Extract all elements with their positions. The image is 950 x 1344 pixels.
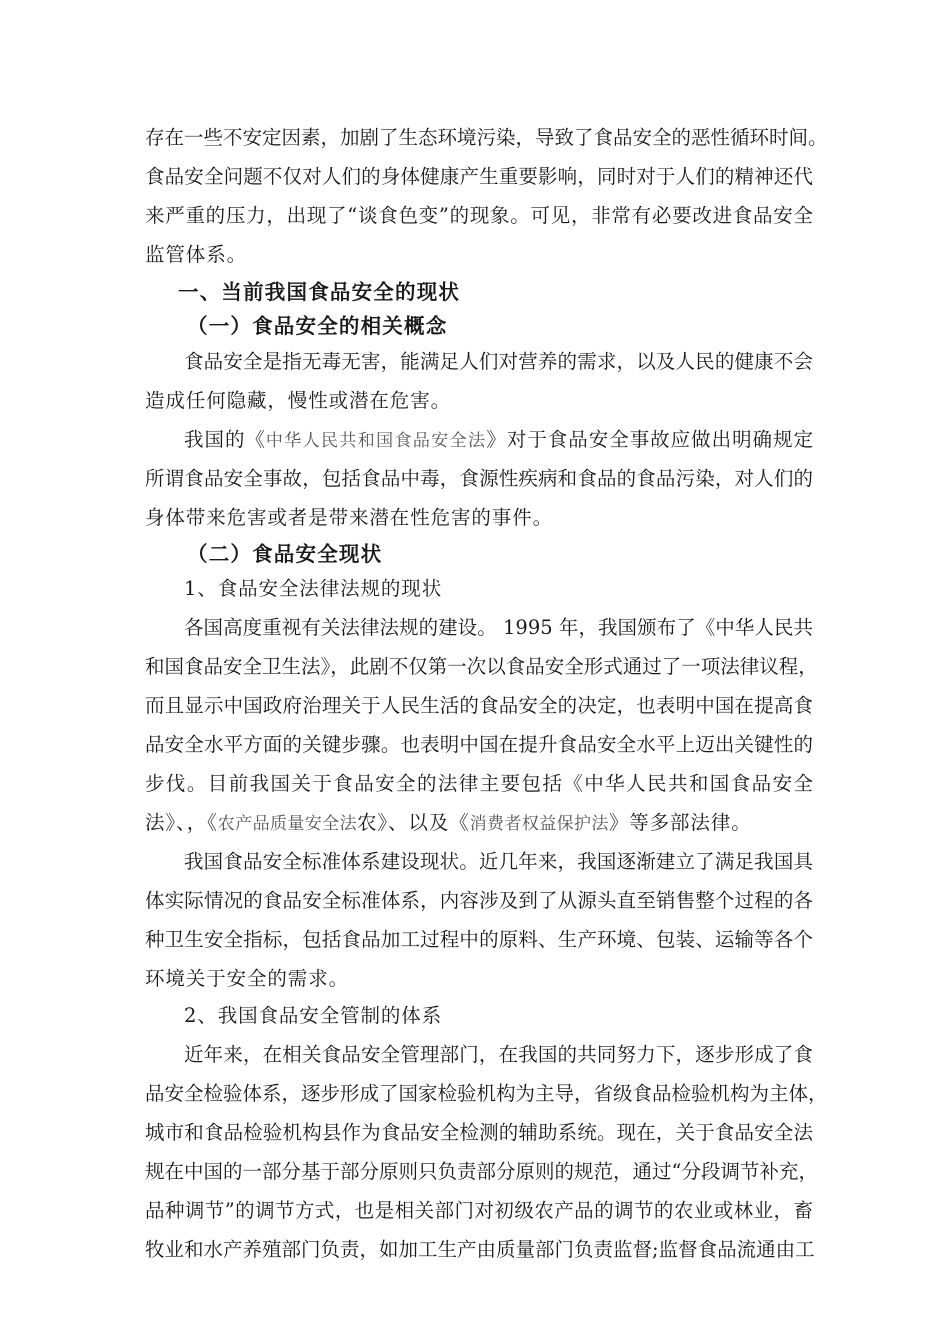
paragraph-line: 我国食品安全标准体系建设现状。近几年来，我国逐渐建立了满足我国具 [184, 850, 813, 873]
paragraph-line: 体实际情况的食品安全标准体系，内容涉及到了从源头直至销售整个过程的各 [145, 889, 813, 912]
section-heading: 一、当前我国食品安全的现状 [178, 280, 461, 304]
paragraph-line: 监管体系。 [145, 243, 248, 266]
paragraph-line: 和国食品安全卫生法》，此剧不仅第一次以食品安全形式通过了一项法律议程， [145, 655, 818, 678]
paragraph-line: 近年来，在相关食品安全管理部门，在我国的共同努力下，逐步形成了食 [184, 1043, 813, 1066]
paragraph-line: 食品安全是指无毒无害，能满足人们对营养的需求，以及人民的健康不会 [184, 350, 813, 373]
paragraph-line: 城市和食品检验机构县作为食品安全检测的辅助系统。现在，关于食品安全法 [145, 1121, 813, 1144]
text-span: 农》、以及《 [356, 811, 470, 834]
paragraph-line: 品种调节”的调节方式，也是相关部门对初级农产品的调节的农业或林业，畜 [145, 1199, 813, 1222]
paragraph-line: 造成任何隐藏，慢性或潜在危害。 [145, 389, 452, 412]
text-span: 》等多部法律。 [608, 811, 752, 834]
paragraph-line: 品安全检验体系，逐步形成了国家检验机构为主导，省级食品检验机构为主体， [145, 1082, 828, 1105]
paragraph-line: 而且显示中国政府治理关于人民生活的食品安全的决定，也表明中国在提高食 [145, 694, 813, 717]
paragraph-line: 种卫生安全指标，包括食品加工过程中的原料、生产环境、包装、运输等各个 [145, 928, 813, 951]
paragraph-line: 规在中国的一部分基于部分原则只负责部分原则的规范，通过“分段调节补充， [145, 1160, 818, 1183]
paragraph-line: 身体带来危害或者是带来潜在性危害的事件。 [145, 506, 554, 529]
text-span: 我国的《 [184, 428, 266, 451]
paragraph-line: 来严重的压力，出现了“谈食色变”的现象。可见，非常有必要改进食品安全 [145, 204, 813, 227]
paragraph-line [184, 428, 813, 453]
text-span: 》对于食品安全事故应做出明确规定 [486, 428, 813, 451]
paragraph-line: 步伐。目前我国关于食品安全的法律主要包括《中华人民共和国食品安全 [145, 772, 813, 795]
paragraph-line: 存在一些不安定因素，加剧了生态环境污染，导致了食品安全的恶性循环时间。 [145, 126, 828, 149]
paragraph-line: 牧业和水产养殖部门负责，如加工生产由质量部门负责监督;监督食品流通由工 [145, 1238, 815, 1261]
paragraph-line: 品安全水平方面的关键步骤。也表明中国在提升食品安全水平上迈出关键性的 [145, 733, 813, 756]
law-title: 消费者权益保护法 [469, 814, 609, 834]
subsection-heading: （二）食品安全现状 [187, 542, 383, 566]
subsection-heading: （一）食品安全的相关概念 [187, 314, 448, 338]
paragraph-line: 食品安全问题不仅对人们的身体健康产生重要影响，同时对于人们的精神还代 [145, 165, 813, 188]
paragraph-line: 所谓食品安全事故，包括食品中毒，食源性疾病和食品的食品污染，对人们的 [145, 467, 813, 490]
sub-heading: 1、食品安全法律法规的现状 [184, 577, 443, 600]
paragraph-line: 环境关于安全的需求。 [145, 967, 350, 990]
sub-heading: 2、我国食品安全管制的体系 [184, 1004, 443, 1027]
paragraph-line [145, 811, 813, 836]
paragraph-line: 各国高度重视有关法律法规的建设。 1995 年，我国颁布了《中华人民共 [184, 616, 813, 639]
law-title: 农产品质量安全法 [217, 814, 357, 834]
law-title: 中华人民共和国食品安全法 [265, 431, 487, 451]
text-span: 法》、，《 [145, 811, 218, 834]
